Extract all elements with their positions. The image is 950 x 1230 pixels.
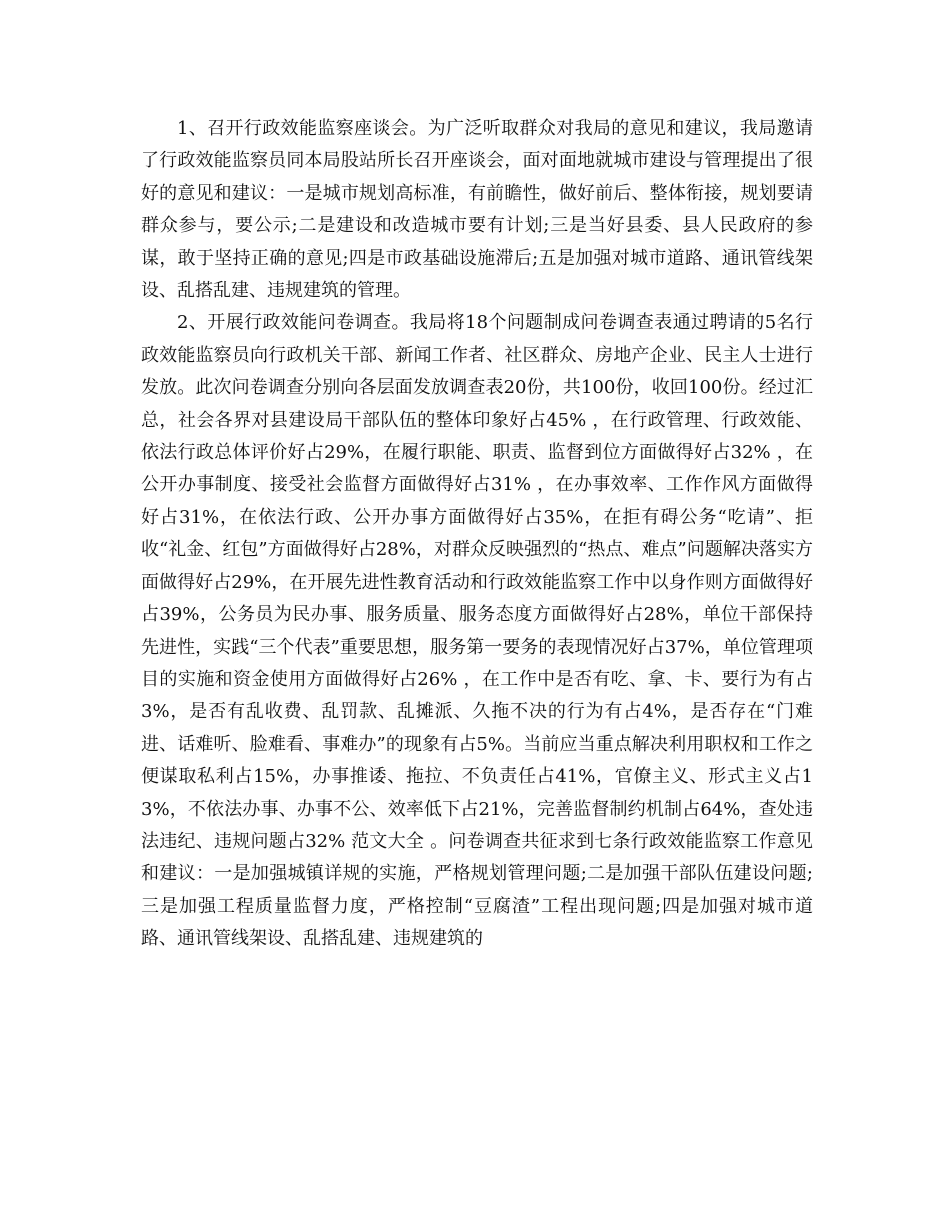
document-body [141, 113, 813, 956]
paragraph-questionnaire: 2、开展行政效能问卷调查。我局将18个问题制成问卷调查表通过聘请的5名行政效能监察员向行政机关干部、新闻工作者、社区群众、房地产企业、民主人士进行发放。此次问卷调查分别向各层面发放调查表20份，共100份，收回100份。经过汇总，社会各界对县建设局干部队伍的整体印象好占45% ，在行政管理、行政效能、依法行政总体评价好占29%，在履行职能、职责、监督到位方面做得好占32% ，在公开办事制度、接受社会监督方面做得好占31% ，在办事效率、工作作风方面做得好占31%，在依法行政、公开办事方面做得好占35%，在拒有碍公务“吃请”、拒收“礼金、红包”方面做得好占28%，对群众反映强烈的“热点、难点”问题解决落实方面做得好占29%，在开展先进性教育活动和行政效能监察工作中以身作则方面做得好占39%，公务员为民办事、服务质量、服务态度方面做得好占28%，单位干部保持先进性，实践“三个代表”重要思想，服务第一要务的表现情况好占37%，单位管理项目的实施和资金使用方面做得好占26% ，在工作中是否有吃、拿、卡、要行为有占3%，是否有乱收费、乱罚款、乱摊派、久拖不决的行为有占4%，是否存在“门难进、话难听、脸难看、事难办”的现象有占5%。当前应当重点解决利用职权和工作之便谋取私利占15%，办事推诿、拖拉、不负责任占41%，官僚主义、形式主义占13%，不依法办事、办事不公、效率低下占21%，完善监督制约机制占64%，查处违法违纪、违规问题占32% 范文大全 。问卷调查共征求到七条行政效能监察工作意见和建议：一是加强城镇详规的实施，严格规划管理问题;二是加强干部队伍建设问题;三是加强工程质量监督力度，严格控制“豆腐渣”工程出现问题;四是加强对城市道路、通讯管线架设、乱搭乱建、违规建筑的 [141, 312, 813, 950]
paragraph-symposium: 1、召开行政效能监察座谈会。为广泛听取群众对我局的意见和建议，我局邀请了行政效能监察员同本局股站所长召开座谈会，面对面地就城市建设与管理提出了很好的意见和建议：一是城市规划高标准，有前瞻性，做好前后、整体衔接，规划要请群众参与，要公示;二是建设和改造城市要有计划;三是当好县委、县人民政府的参谋，敢于坚持正确的意见;四是市政基础设施滞后;五是加强对城市道路、通讯管线架设、乱搭乱建、违规建筑的管理。 [141, 118, 813, 302]
